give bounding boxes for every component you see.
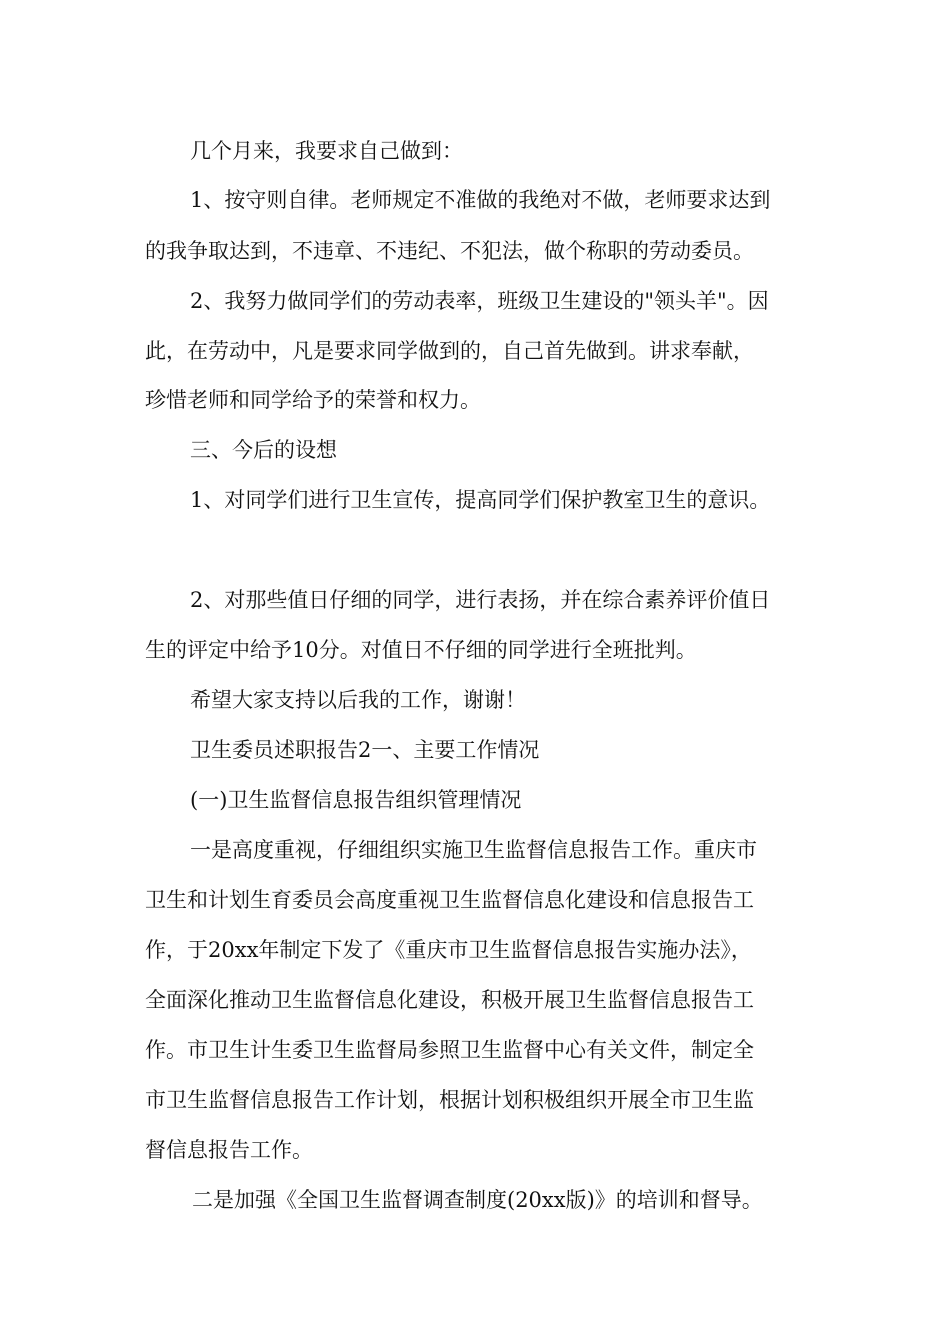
section-subheading: (一)卫生监督信息报告组织管理情况 (190, 788, 522, 812)
paragraph-line: 2、我努力做同学们的劳动表率，班级卫生建设的"领头羊"。因 (190, 289, 769, 313)
paragraph-line: 作。市卫生计生委卫生监督局参照卫生监督中心有关文件，制定全 (145, 1038, 754, 1062)
paragraph-line: 1、按守则自律。老师规定不准做的我绝对不做，老师要求达到 (190, 188, 771, 212)
section-heading: 卫生委员述职报告2一、主要工作情况 (190, 738, 540, 762)
paragraph-line: 二是加强《全国卫生监督调查制度(20xx版)》的培训和督导。 (192, 1188, 763, 1212)
paragraph-line: 此，在劳动中，凡是要求同学做到的，自己首先做到。讲求奉献， (145, 339, 754, 363)
paragraph-line: 珍惜老师和同学给予的荣誉和权力。 (145, 388, 481, 412)
paragraph-line: 希望大家支持以后我的工作，谢谢！ (190, 688, 526, 712)
paragraph-line: 市卫生监督信息报告工作计划，根据计划积极组织开展全市卫生监 (145, 1088, 754, 1112)
section-heading: 三、今后的设想 (190, 438, 337, 462)
paragraph-line: 的我争取达到，不违章、不违纪、不犯法，做个称职的劳动委员。 (145, 239, 754, 263)
paragraph-line: 几个月来，我要求自己做到： (190, 139, 463, 163)
paragraph-line: 全面深化推动卫生监督信息化建设，积极开展卫生监督信息报告工 (145, 988, 754, 1012)
paragraph-line: 2、对那些值日仔细的同学，进行表扬，并在综合素养评价值日 (190, 588, 771, 612)
paragraph-line: 作，于20xx年制定下发了《重庆市卫生监督信息报告实施办法》， (145, 938, 752, 962)
paragraph-line: 卫生和计划生育委员会高度重视卫生监督信息化建设和信息报告工 (145, 888, 754, 912)
paragraph-line: 一是高度重视，仔细组织实施卫生监督信息报告工作。重庆市 (190, 838, 757, 862)
paragraph-line: 1、对同学们进行卫生宣传，提高同学们保护教室卫生的意识。 (190, 488, 771, 512)
paragraph-line: 督信息报告工作。 (145, 1138, 313, 1162)
paragraph-line: 生的评定中给予10分。对值日不仔细的同学进行全班批判。 (145, 638, 697, 662)
